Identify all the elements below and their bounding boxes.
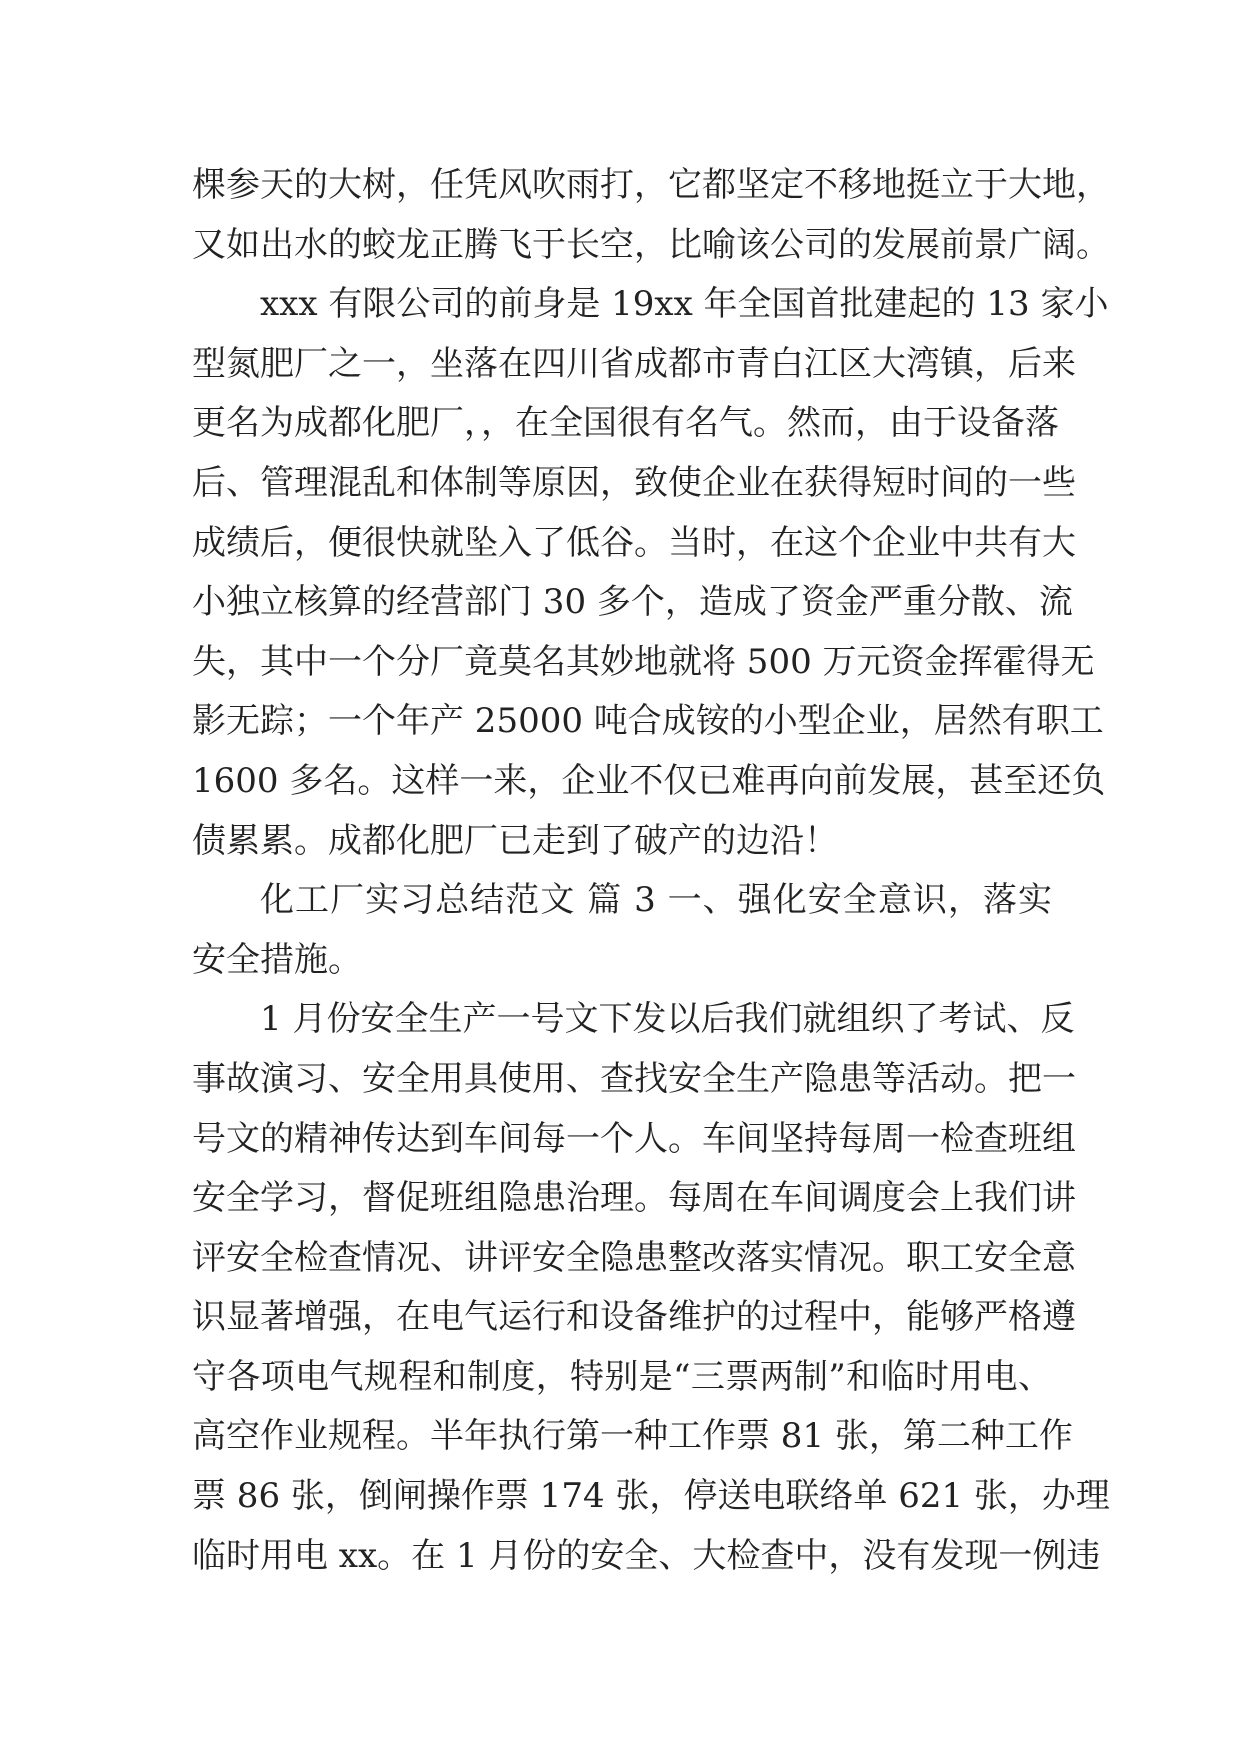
text-line: 成绩后，便很快就坠入了低谷。当时，在这个企业中共有大 [192, 522, 1076, 563]
text-line: 失，其中一个分厂竟莫名其妙地就将 500 万元资金挥霍得无 [192, 641, 1095, 682]
text-line: 号文的精神传达到车间每一个人。车间坚持每周一检查班组 [192, 1118, 1076, 1159]
text-line: 化工厂实习总结范文 篇 3 一、强化安全意识，落实 [260, 880, 1052, 921]
text-line: 小独立核算的经营部门 30 多个，造成了资金严重分散、流 [192, 582, 1073, 623]
text-line: 评安全检查情况、讲评安全隐患整改落实情况。职工安全意 [192, 1237, 1076, 1278]
text-line: 安全措施。 [192, 939, 362, 980]
text-line: 安全学习，督促班组隐患治理。每周在车间调度会上我们讲 [192, 1178, 1076, 1219]
text-line: 又如出水的蛟龙正腾飞于长空，比喻该公司的发展前景广阔。 [192, 224, 1110, 265]
text-line: 后、管理混乱和体制等原因，致使企业在获得短时间的一些 [192, 462, 1076, 503]
text-line: xxx 有限公司的前身是 19xx 年全国首批建起的 13 家小 [260, 284, 1109, 325]
text-line: 债累累。成都化肥厂已走到了破产的边沿！ [192, 820, 838, 861]
text-line: 事故演习、安全用具使用、查找安全生产隐患等活动。把一 [192, 1058, 1076, 1099]
text-line: 票 86 张，倒闸操作票 174 张，停送电联络单 621 张，办理 [192, 1476, 1110, 1517]
text-line: 更名为成都化肥厂，，在全国很有名气。然而，由于设备落 [192, 403, 1059, 444]
body-text [192, 156, 1110, 1586]
text-line: 影无踪；一个年产 25000 吨合成铵的小型企业，居然有职工 [192, 701, 1104, 742]
text-line: 型氮肥厂之一，坐落在四川省成都市青白江区大湾镇，后来 [192, 343, 1076, 384]
text-line: 高空作业规程。半年执行第一种工作票 81 张，第二种工作 [192, 1416, 1073, 1457]
text-line: 守各项电气规程和制度，特别是“三票两制”和临时用电、 [192, 1356, 1052, 1397]
text-line: 识显著增强，在电气运行和设备维护的过程中，能够严格遵 [192, 1297, 1076, 1338]
text-line: 1600 多名。这样一来，企业不仅已难再向前发展，甚至还负 [192, 760, 1106, 801]
text-line: 1 月份安全生产一号文下发以后我们就组织了考试、反 [260, 999, 1075, 1040]
text-line: 棵参天的大树，任凭风吹雨打，它都坚定不移地挺立于大地， [192, 165, 1110, 205]
text-line: 临时用电 xx。在 1 月份的安全、大检查中，没有发现一例违 [192, 1535, 1101, 1576]
